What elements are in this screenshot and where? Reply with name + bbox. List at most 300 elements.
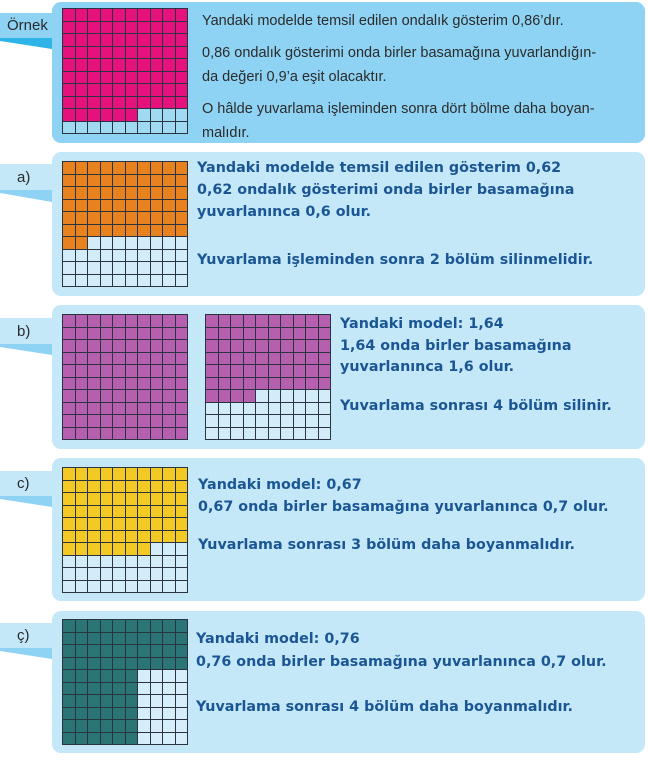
grid-cell-filled: [113, 47, 125, 59]
grid-cell-filled: [163, 481, 175, 493]
text-line: Yandaki model: 0,76: [196, 631, 360, 647]
grid-cell-filled: [88, 733, 100, 745]
grid-cell-filled: [88, 340, 100, 352]
grid-cell-filled: [126, 633, 138, 645]
grid-cell-filled: [306, 315, 318, 327]
grid-cell-empty: [319, 415, 331, 427]
grid-cell-empty: [138, 275, 150, 287]
grid-cell-filled: [206, 353, 218, 365]
grid-cell-filled: [294, 315, 306, 327]
grid-cell-filled: [101, 481, 113, 493]
grid-cell-filled: [88, 109, 100, 121]
grid-cell-empty: [126, 237, 138, 249]
grid-cell-filled: [244, 340, 256, 352]
grid-cell-filled: [176, 328, 188, 340]
grid-cell-filled: [101, 658, 113, 670]
grid-cell-filled: [63, 237, 75, 249]
grid-cell-filled: [76, 733, 88, 745]
grid-cell-filled: [281, 340, 293, 352]
grid-cell-filled: [126, 481, 138, 493]
grid-cell-empty: [63, 568, 75, 580]
text-line: Yuvarlama işleminden sonra 2 bölüm silinmelidir.: [197, 252, 594, 268]
text-line: Yuvarlama sonrası 3 bölüm daha boyanmalıdır.: [198, 537, 575, 553]
grid-cell-empty: [101, 275, 113, 287]
grid-cell-filled: [176, 518, 188, 530]
grid-cell-filled: [256, 315, 268, 327]
grid-cell-filled: [113, 378, 125, 390]
grid-cell-filled: [281, 378, 293, 390]
grid-cell-filled: [269, 378, 281, 390]
grid-cell-filled: [88, 315, 100, 327]
grid-cell-filled: [163, 59, 175, 71]
grid-cell-filled: [113, 34, 125, 46]
grid-cell-empty: [63, 262, 75, 274]
grid-cell-filled: [281, 315, 293, 327]
grid-cell-filled: [219, 353, 231, 365]
grid-cell-filled: [76, 34, 88, 46]
grid-cell-filled: [294, 353, 306, 365]
grid-cell-empty: [163, 708, 175, 720]
grid-cell-filled: [151, 22, 163, 34]
grid-cell-filled: [163, 315, 175, 327]
grid-cell-filled: [113, 543, 125, 555]
grid-cell-empty: [256, 403, 268, 415]
grid-cell-filled: [76, 531, 88, 543]
grid-cell-filled: [126, 328, 138, 340]
grid-cell-filled: [163, 22, 175, 34]
grid-cell-empty: [231, 415, 243, 427]
grid-cell-filled: [176, 175, 188, 187]
grid-cell-filled: [63, 481, 75, 493]
grid-cell-empty: [163, 670, 175, 682]
grid-cell-filled: [151, 353, 163, 365]
grid-cell-filled: [88, 645, 100, 657]
grid-cell-empty: [126, 556, 138, 568]
grid-cell-filled: [63, 225, 75, 237]
grid-cell-filled: [206, 340, 218, 352]
grid-cell-filled: [138, 481, 150, 493]
grid-cell-filled: [113, 328, 125, 340]
grid-cell-filled: [101, 353, 113, 365]
grid-cell-filled: [138, 378, 150, 390]
grid-cell-empty: [88, 581, 100, 593]
grid-cell-filled: [88, 531, 100, 543]
grid-cell-filled: [113, 340, 125, 352]
grid-cell-filled: [138, 22, 150, 34]
item-cc-answer: [196, 628, 607, 719]
grid-cell-empty: [244, 428, 256, 440]
grid-cell-filled: [101, 468, 113, 480]
grid-cell-filled: [138, 340, 150, 352]
text-line: 0,76 onda birler basamağına yuvarlanınca 0,7 olur.: [196, 654, 607, 670]
grid-cell-empty: [163, 581, 175, 593]
grid-cell-filled: [219, 340, 231, 352]
item-a-tab: [0, 164, 52, 190]
item-c-tab: [0, 471, 52, 496]
text-line: yuvarlanınca 1,6 olur.: [340, 359, 515, 375]
grid-cell-filled: [151, 175, 163, 187]
grid-cell-filled: [126, 225, 138, 237]
grid-cell-empty: [269, 403, 281, 415]
grid-cell-filled: [126, 415, 138, 427]
grid-cell-filled: [151, 518, 163, 530]
grid-cell-filled: [138, 468, 150, 480]
grid-cell-empty: [281, 390, 293, 402]
grid-cell-filled: [231, 378, 243, 390]
grid-cell-filled: [319, 365, 331, 377]
grid-cell-filled: [176, 506, 188, 518]
grid-cell-filled: [151, 315, 163, 327]
grid-cell-empty: [151, 250, 163, 262]
grid-cell-filled: [76, 415, 88, 427]
grid-cell-filled: [113, 84, 125, 96]
grid-cell-filled: [256, 353, 268, 365]
grid-cell-filled: [206, 328, 218, 340]
grid-cell-filled: [176, 645, 188, 657]
grid-cell-filled: [63, 658, 75, 670]
grid-cell-filled: [163, 468, 175, 480]
grid-cell-filled: [151, 633, 163, 645]
grid-cell-filled: [63, 72, 75, 84]
grid-cell-filled: [88, 353, 100, 365]
grid-cell-filled: [126, 403, 138, 415]
grid-cell-filled: [88, 658, 100, 670]
grid-cell-empty: [76, 250, 88, 262]
grid-cell-filled: [281, 353, 293, 365]
grid-cell-filled: [101, 683, 113, 695]
grid-cell-filled: [76, 658, 88, 670]
grid-cell-filled: [163, 84, 175, 96]
grid-cell-filled: [138, 328, 150, 340]
grid-cell-filled: [176, 390, 188, 402]
grid-cell-filled: [88, 543, 100, 555]
grid-cell-filled: [113, 72, 125, 84]
item-b-tab-label: b): [17, 323, 31, 340]
grid-cell-empty: [126, 262, 138, 274]
grid-cell-filled: [231, 353, 243, 365]
grid-cell-filled: [126, 390, 138, 402]
grid-cell-filled: [101, 200, 113, 212]
grid-cell-filled: [151, 328, 163, 340]
grid-cell-filled: [113, 468, 125, 480]
grid-cell-empty: [176, 733, 188, 745]
grid-cell-filled: [88, 365, 100, 377]
item-c-tab-label: c): [17, 475, 30, 492]
grid-cell-empty: [151, 720, 163, 732]
grid-cell-empty: [151, 237, 163, 249]
grid-cell-filled: [63, 695, 75, 707]
grid-cell-filled: [163, 162, 175, 174]
grid-cell-filled: [231, 390, 243, 402]
grid-cell-filled: [126, 670, 138, 682]
grid-cell-filled: [88, 633, 100, 645]
grid-cell-filled: [76, 683, 88, 695]
grid-cell-filled: [138, 415, 150, 427]
grid-cell-filled: [88, 683, 100, 695]
example-hundred-grid: [62, 8, 188, 134]
grid-cell-filled: [101, 415, 113, 427]
grid-cell-filled: [113, 353, 125, 365]
grid-cell-empty: [63, 275, 75, 287]
grid-cell-filled: [138, 225, 150, 237]
grid-cell-filled: [63, 633, 75, 645]
grid-cell-empty: [163, 275, 175, 287]
grid-cell-filled: [163, 633, 175, 645]
grid-cell-filled: [113, 695, 125, 707]
grid-cell-filled: [138, 633, 150, 645]
grid-cell-filled: [219, 390, 231, 402]
grid-cell-empty: [151, 122, 163, 134]
text-line: 0,67 onda birler basamağına yuvarlanınca 0,7 olur.: [198, 499, 609, 515]
text-line: Yandaki model: 0,67: [198, 477, 362, 493]
grid-cell-filled: [76, 340, 88, 352]
grid-cell-filled: [219, 328, 231, 340]
grid-cell-filled: [113, 733, 125, 745]
grid-cell-filled: [63, 390, 75, 402]
grid-cell-filled: [76, 633, 88, 645]
grid-cell-empty: [306, 403, 318, 415]
grid-cell-filled: [163, 9, 175, 21]
grid-cell-filled: [151, 390, 163, 402]
grid-cell-filled: [151, 493, 163, 505]
grid-cell-empty: [126, 568, 138, 580]
grid-cell-filled: [163, 175, 175, 187]
grid-cell-filled: [76, 518, 88, 530]
grid-cell-filled: [163, 415, 175, 427]
grid-cell-empty: [163, 250, 175, 262]
grid-cell-filled: [126, 315, 138, 327]
grid-cell-empty: [151, 109, 163, 121]
grid-cell-filled: [206, 365, 218, 377]
grid-cell-filled: [126, 9, 138, 21]
grid-cell-filled: [163, 518, 175, 530]
grid-cell-filled: [126, 200, 138, 212]
grid-cell-filled: [113, 162, 125, 174]
grid-cell-filled: [88, 493, 100, 505]
grid-cell-empty: [138, 733, 150, 745]
grid-cell-filled: [76, 720, 88, 732]
grid-cell-filled: [163, 645, 175, 657]
grid-cell-filled: [176, 212, 188, 224]
grid-cell-empty: [151, 568, 163, 580]
grid-cell-filled: [126, 47, 138, 59]
grid-cell-filled: [101, 620, 113, 632]
grid-cell-empty: [63, 122, 75, 134]
grid-cell-filled: [138, 9, 150, 21]
grid-cell-filled: [63, 683, 75, 695]
grid-cell-filled: [101, 695, 113, 707]
grid-cell-filled: [138, 390, 150, 402]
grid-cell-filled: [138, 84, 150, 96]
grid-cell-filled: [126, 468, 138, 480]
item-cc-tab-pointer: [0, 648, 52, 662]
grid-cell-empty: [151, 556, 163, 568]
grid-cell-filled: [113, 403, 125, 415]
grid-cell-filled: [126, 531, 138, 543]
grid-cell-empty: [76, 122, 88, 134]
grid-cell-filled: [138, 162, 150, 174]
grid-cell-filled: [138, 620, 150, 632]
grid-cell-filled: [138, 315, 150, 327]
grid-cell-filled: [113, 175, 125, 187]
grid-cell-filled: [101, 493, 113, 505]
grid-cell-empty: [219, 415, 231, 427]
grid-cell-empty: [163, 262, 175, 274]
grid-cell-filled: [76, 708, 88, 720]
grid-cell-filled: [163, 47, 175, 59]
grid-cell-filled: [63, 531, 75, 543]
grid-cell-filled: [151, 468, 163, 480]
item-a-tab-label: a): [17, 169, 31, 186]
grid-cell-filled: [113, 518, 125, 530]
grid-cell-filled: [151, 340, 163, 352]
grid-cell-empty: [138, 556, 150, 568]
grid-cell-filled: [294, 378, 306, 390]
grid-cell-filled: [163, 531, 175, 543]
grid-cell-filled: [113, 187, 125, 199]
grid-cell-filled: [88, 518, 100, 530]
grid-cell-empty: [319, 403, 331, 415]
grid-cell-filled: [76, 212, 88, 224]
grid-cell-filled: [76, 9, 88, 21]
grid-cell-empty: [163, 543, 175, 555]
grid-cell-empty: [101, 568, 113, 580]
grid-cell-filled: [76, 237, 88, 249]
grid-cell-filled: [113, 415, 125, 427]
grid-cell-filled: [101, 378, 113, 390]
grid-cell-filled: [176, 187, 188, 199]
grid-cell-filled: [113, 22, 125, 34]
grid-cell-empty: [151, 670, 163, 682]
grid-cell-filled: [244, 328, 256, 340]
grid-cell-empty: [163, 683, 175, 695]
grid-cell-filled: [294, 328, 306, 340]
grid-cell-empty: [88, 568, 100, 580]
grid-cell-filled: [256, 340, 268, 352]
grid-cell-filled: [76, 695, 88, 707]
grid-cell-filled: [163, 428, 175, 440]
grid-cell-filled: [163, 212, 175, 224]
grid-cell-filled: [151, 72, 163, 84]
grid-cell-filled: [244, 353, 256, 365]
grid-cell-filled: [126, 365, 138, 377]
text-line: O hâlde yuvarlama işleminden sonra dört bölme daha boyan-: [202, 101, 595, 117]
grid-cell-filled: [219, 315, 231, 327]
grid-cell-empty: [176, 122, 188, 134]
grid-cell-filled: [76, 328, 88, 340]
grid-cell-filled: [151, 212, 163, 224]
grid-cell-empty: [151, 683, 163, 695]
grid-cell-filled: [63, 645, 75, 657]
grid-cell-empty: [88, 556, 100, 568]
grid-cell-empty: [151, 733, 163, 745]
grid-cell-empty: [113, 275, 125, 287]
grid-cell-filled: [256, 378, 268, 390]
grid-cell-filled: [138, 658, 150, 670]
grid-cell-filled: [126, 72, 138, 84]
grid-cell-filled: [76, 353, 88, 365]
grid-cell-empty: [138, 720, 150, 732]
grid-cell-filled: [88, 415, 100, 427]
text-line: Yandaki modelde temsil edilen ondalık gösterim 0,86’dır.: [202, 13, 564, 29]
grid-cell-filled: [176, 315, 188, 327]
grid-cell-filled: [138, 97, 150, 109]
grid-cell-filled: [126, 518, 138, 530]
grid-cell-filled: [88, 97, 100, 109]
grid-cell-filled: [151, 365, 163, 377]
grid-cell-empty: [294, 390, 306, 402]
grid-cell-filled: [88, 200, 100, 212]
grid-cell-filled: [101, 720, 113, 732]
grid-cell-filled: [113, 59, 125, 71]
grid-cell-filled: [151, 481, 163, 493]
grid-cell-empty: [113, 262, 125, 274]
grid-cell-filled: [126, 97, 138, 109]
grid-cell-filled: [101, 34, 113, 46]
grid-cell-filled: [76, 47, 88, 59]
grid-cell-filled: [163, 390, 175, 402]
grid-cell-filled: [63, 353, 75, 365]
item-b-hundred-grid-1: [62, 314, 188, 440]
grid-cell-filled: [138, 518, 150, 530]
grid-cell-filled: [63, 34, 75, 46]
grid-cell-filled: [281, 328, 293, 340]
grid-cell-filled: [151, 187, 163, 199]
grid-cell-filled: [63, 340, 75, 352]
grid-cell-filled: [163, 620, 175, 632]
grid-cell-empty: [138, 250, 150, 262]
grid-cell-filled: [163, 34, 175, 46]
grid-cell-filled: [63, 187, 75, 199]
grid-cell-filled: [176, 365, 188, 377]
item-b-hundred-grid-2: [205, 314, 331, 440]
grid-cell-empty: [138, 262, 150, 274]
grid-cell-filled: [101, 633, 113, 645]
grid-cell-empty: [319, 428, 331, 440]
grid-cell-filled: [244, 365, 256, 377]
grid-cell-empty: [76, 581, 88, 593]
grid-cell-filled: [126, 34, 138, 46]
grid-cell-filled: [113, 365, 125, 377]
grid-cell-filled: [126, 353, 138, 365]
grid-cell-empty: [126, 122, 138, 134]
grid-cell-filled: [113, 493, 125, 505]
grid-cell-filled: [113, 9, 125, 21]
grid-cell-empty: [163, 556, 175, 568]
example-tab: [0, 13, 52, 38]
grid-cell-filled: [76, 390, 88, 402]
grid-cell-empty: [101, 581, 113, 593]
grid-cell-filled: [151, 658, 163, 670]
grid-cell-empty: [176, 543, 188, 555]
example-tab-label: Örnek: [7, 17, 48, 34]
text-line: 1,64 onda birler basamağına: [340, 337, 572, 354]
grid-cell-filled: [126, 22, 138, 34]
grid-cell-filled: [151, 9, 163, 21]
grid-cell-filled: [126, 378, 138, 390]
grid-cell-empty: [138, 670, 150, 682]
grid-cell-empty: [281, 403, 293, 415]
grid-cell-filled: [294, 340, 306, 352]
grid-cell-filled: [88, 378, 100, 390]
grid-cell-empty: [88, 237, 100, 249]
item-a-tab-pointer: [0, 190, 52, 204]
grid-cell-filled: [151, 403, 163, 415]
grid-cell-filled: [138, 212, 150, 224]
grid-cell-filled: [76, 109, 88, 121]
grid-cell-empty: [126, 250, 138, 262]
grid-cell-filled: [256, 328, 268, 340]
